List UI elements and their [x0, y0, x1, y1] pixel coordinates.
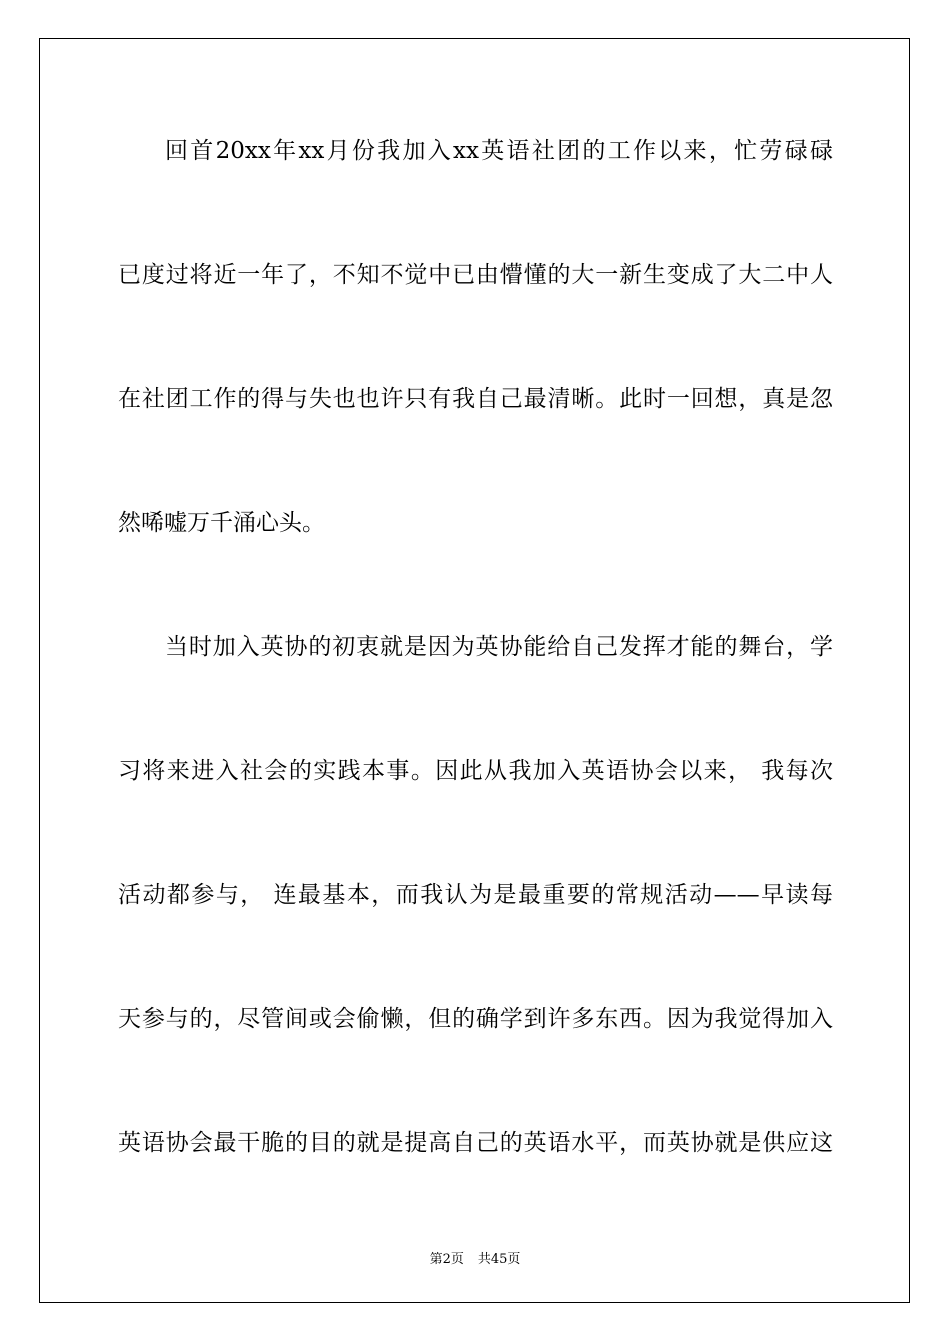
paragraph-line: 回首20xx年xx月份我加入xx英语社团的工作以来，忙劳碌碌: [165, 138, 833, 164]
paragraph-line: 在社团工作的得与失也也许只有我自己最清晰。此时一回想，真是忽: [118, 386, 833, 412]
paragraph-line: 习将来进入社会的实践本事。因此从我加入英语协会以来， 我每次: [118, 758, 833, 784]
paragraph-line: 然唏嘘万千涌心头。: [118, 510, 325, 536]
paragraph-line: 英语协会最干脆的目的就是提高自己的英语水平，而英协就是供应这: [118, 1130, 833, 1156]
total-pages: 共45页: [477, 1252, 521, 1267]
paragraph-line: 天参与的，尽管间或会偷懒，但的确学到许多东西。因为我觉得加入: [118, 1006, 833, 1032]
page-footer: [0, 1248, 950, 1267]
paragraph-line: 当时加入英协的初衷就是因为英协能给自己发挥才能的舞台，学: [165, 634, 833, 660]
paragraph-line: 已度过将近一年了，不知不觉中已由懵懂的大一新生变成了大二中人: [118, 262, 833, 288]
paragraph-line: 活动都参与， 连最基本，而我认为是最重要的常规活动——早读每: [118, 882, 833, 908]
page-frame: [39, 38, 910, 1303]
page-number: 第2页: [429, 1252, 464, 1267]
